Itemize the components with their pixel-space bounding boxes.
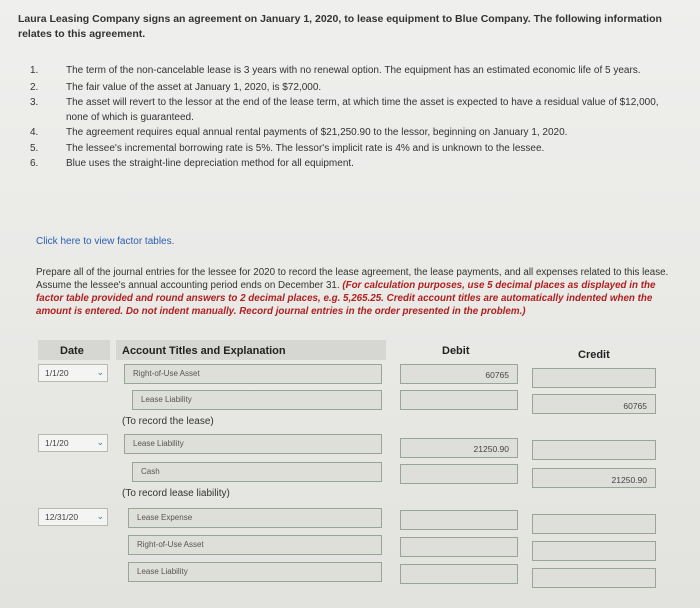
credit-input[interactable] [532,440,656,460]
account-input[interactable]: Right-of-Use Asset [124,364,382,384]
credit-input[interactable] [532,514,656,534]
entry-explanation: (To record lease liability) [122,488,230,499]
chevron-down-icon: ⌄ [96,437,104,447]
chevron-down-icon: ⌄ [96,511,104,521]
credit-input[interactable]: 21250.90 [532,468,656,488]
account-input[interactable]: Lease Liability [132,390,382,410]
credit-input[interactable] [532,541,656,561]
factor-tables-link[interactable]: Click here to view factor tables. [36,236,175,247]
date-column-header: Date [60,345,84,357]
date-select[interactable]: 12/31/20 ⌄ [38,508,108,526]
credit-input[interactable] [532,368,656,388]
debit-column-header: Debit [442,345,470,357]
list-item: 2. The fair value of the asset at January 1, 2020, is $72,000. [30,81,322,93]
instructions-text: Prepare all of the journal entries for the lessee for 2020 to record the lease agreement, the lease payments, and all expenses related to this lease. Assume the lessee's annual accounting period ends on December 31. [36,267,669,291]
debit-input[interactable]: 21250.90 [400,438,518,458]
debit-input[interactable] [400,510,518,530]
debit-input[interactable] [400,390,518,410]
list-item: 6. Blue uses the straight-line depreciation method for all equipment. [30,158,354,169]
credit-input[interactable] [532,568,656,588]
credit-input[interactable]: 60765 [532,394,656,414]
list-item: 3. The asset will revert to the lessor at the end of the lease term, at which time the asset is expected to have a residual value of $12,000, none of which is guaranteed. [30,97,659,123]
account-input[interactable]: Lease Liability [128,562,382,582]
entry-explanation: (To record the lease) [122,416,214,427]
debit-input[interactable] [400,564,518,584]
debit-input[interactable]: 60765 [400,364,518,384]
date-select[interactable]: 1/1/20 ⌄ [38,364,108,382]
debit-input[interactable] [400,537,518,557]
instructions-note: (For calculation purposes, use 5 decimal places as displayed in the factor table provided and round answers to 2 decimal places, e.g. 5,265.25. Credit account titles are automatically indented when the amount is entered. Do not indent manually. Record journal entries in the order presented in the problem.) [36,280,656,317]
list-item: 5. The lessee's incremental borrowing rate is 5%. The lessor's implicit rate is 4% and is unknown to the lessee. [30,142,545,154]
list-item: 1. The term of the non-cancelable lease is 3 years with no renewal option. The equipment has an estimated economic life of 5 years. [30,65,641,76]
account-input[interactable]: Cash [132,462,382,482]
chevron-down-icon: ⌄ [96,367,104,377]
debit-input[interactable] [400,464,518,484]
credit-column-header: Credit [578,349,610,361]
instructions [36,266,676,318]
account-input[interactable]: Lease Expense [128,508,382,528]
problem-intro: Laura Leasing Company signs an agreement on January 1, 2020, to lease equipment to Blue Company. The following information relates to this agreement. [18,13,662,40]
account-column-header: Account Titles and Explanation [122,345,286,357]
facts-list [30,64,680,173]
account-input[interactable]: Lease Liability [124,434,382,454]
account-input[interactable]: Right-of-Use Asset [128,535,382,555]
list-item: 4. The agreement requires equal annual rental payments of $21,250.90 to the lessor, beginning on January 1, 2020. [30,127,568,138]
date-select[interactable]: 1/1/20 ⌄ [38,434,108,452]
